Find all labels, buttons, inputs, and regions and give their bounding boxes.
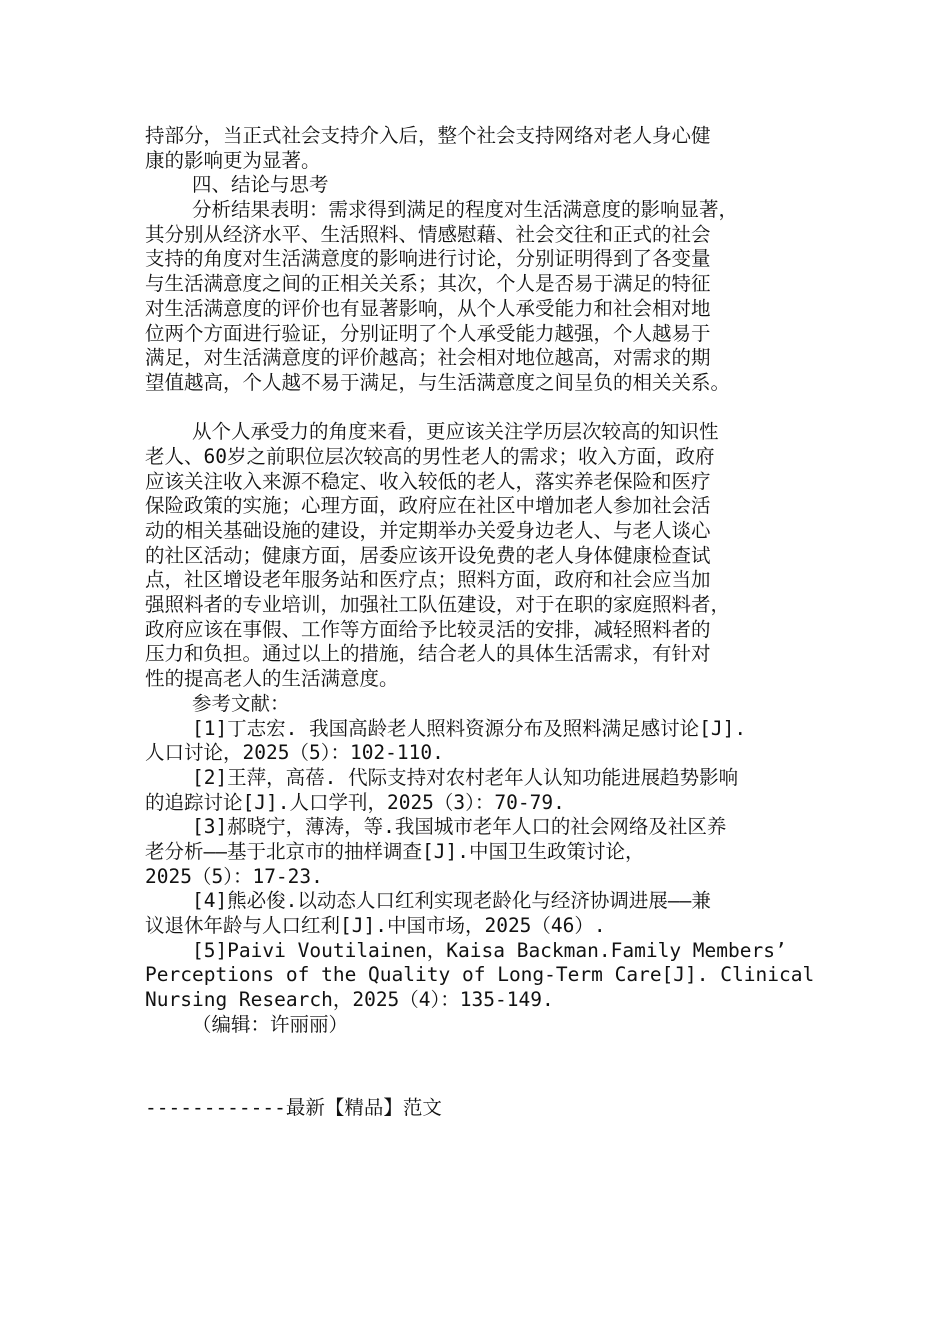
text-line: [2]王萍，高蓓. 代际支持对农村老年人认知功能进展趋势影响 bbox=[145, 765, 739, 789]
text-line: 议退休年龄与人口红利[J].中国市场，2025（46）. bbox=[145, 914, 606, 937]
reference-5 bbox=[145, 938, 815, 1013]
text-line: 老人、60岁之前职位层次较高的男性老人的需求；收入方面，政府 bbox=[145, 444, 715, 468]
text-line: 位两个方面进行验证，分别证明了个人承受能力越强，个人越易于 bbox=[145, 321, 711, 345]
text-line: Perceptions of the Quality of Long-Term Care[J]. Clinical bbox=[145, 963, 815, 987]
paragraph-gap bbox=[145, 396, 810, 421]
text-line: 参考文献： bbox=[145, 691, 290, 715]
text-line: [3]郝晓宁，薄涛，等.我国城市老年人口的社会网络及社区养 bbox=[145, 815, 727, 839]
text-line: 动的相关基础设施的建设，并定期举办关爱身边老人、与老人谈心 bbox=[145, 519, 711, 542]
text-line: Nursing Research，2025（4）：135-149. bbox=[145, 988, 554, 1012]
document-body bbox=[145, 124, 815, 1037]
text-line: 满足，对生活满意度的评价越高；社会相对地位越高，对需求的期 bbox=[145, 346, 711, 370]
text-line: 分析结果表明：需求得到满足的程度对生活满意度的影响显著， bbox=[145, 198, 738, 222]
text-line: 的追踪讨论[J].人口学刊，2025（3）：70-79. bbox=[145, 790, 565, 814]
section-heading-conclusion bbox=[145, 173, 810, 198]
text-line: [5]Paivi Voutilainen，Kaisa Backman.Family Members’ bbox=[145, 938, 787, 962]
references-heading bbox=[145, 692, 810, 717]
text-line: 其分别从经济水平、生活照料、情感慰藉、社会交往和正式的社会 bbox=[145, 222, 711, 246]
text-line: 人口讨论，2025（5）：102-110. bbox=[145, 741, 444, 765]
editor-note bbox=[145, 1013, 810, 1038]
footer-banner: ------------最新【精品】范文 bbox=[145, 1096, 442, 1119]
paragraph-analysis-results bbox=[145, 198, 810, 396]
text-line: 点，社区增设老年服务站和医疗点；照料方面，政府和社会应当加 bbox=[145, 568, 711, 592]
text-line: 康的影响更为显著。 bbox=[145, 148, 321, 172]
text-line: （编辑：许丽丽） bbox=[145, 1012, 348, 1036]
paragraph-policy-suggestions bbox=[145, 420, 810, 692]
text-line: [4]熊必俊.以动态人口红利实现老龄化与经济协调进展——兼 bbox=[145, 889, 711, 913]
reference-3 bbox=[145, 815, 810, 889]
paragraph-support-network bbox=[145, 124, 810, 173]
text-line: 与生活满意度之间的正相关关系；其次，个人是否易于满足的特征 bbox=[145, 272, 711, 296]
text-line: 保险政策的实施；心理方面，政府应在社区中增加老人参加社会活 bbox=[145, 494, 711, 518]
text-line: 支持的角度对生活满意度的影响进行讨论，分别证明得到了各变量 bbox=[145, 247, 711, 271]
text-line: 四、结论与思考 bbox=[145, 173, 329, 197]
reference-4 bbox=[145, 889, 810, 938]
text-line: 应该关注收入来源不稳定、收入较低的老人，落实养老保险和医疗 bbox=[145, 469, 711, 493]
text-line: 性的提高老人的生活满意度。 bbox=[145, 667, 399, 691]
text-line: 2025（5）：17-23. bbox=[145, 864, 323, 888]
text-line: 从个人承受力的角度来看，更应该关注学历层次较高的知识性 bbox=[145, 420, 719, 444]
text-line: 老分析——基于北京市的抽样调查[J].中国卫生政策讨论， bbox=[145, 839, 645, 863]
text-line: 的社区活动；健康方面，居委应该开设免费的老人身体健康检查试 bbox=[145, 543, 711, 567]
text-line: 持部分，当正式社会支持介入后，整个社会支持网络对老人身心健 bbox=[145, 124, 711, 147]
text-line: 政府应该在事假、工作等方面给予比较灵活的安排，减轻照料者的 bbox=[145, 617, 711, 641]
reference-2 bbox=[145, 766, 810, 815]
reference-1 bbox=[145, 717, 810, 766]
text-line: [1]丁志宏. 我国高龄老人照料资源分布及照料满足感讨论[J]. bbox=[145, 716, 747, 740]
text-line: 压力和负担。通过以上的措施，结合老人的具体生活需求，有针对 bbox=[145, 642, 711, 666]
text-line: 强照料者的专业培训，加强社工队伍建设，对于在职的家庭照料者， bbox=[145, 593, 731, 617]
text-line: 望值越高，个人越不易于满足，与生活满意度之间呈负的相关关系。 bbox=[145, 370, 731, 394]
text-line: 对生活满意度的评价也有显著影响，从个人承受能力和社会相对地 bbox=[145, 296, 711, 320]
